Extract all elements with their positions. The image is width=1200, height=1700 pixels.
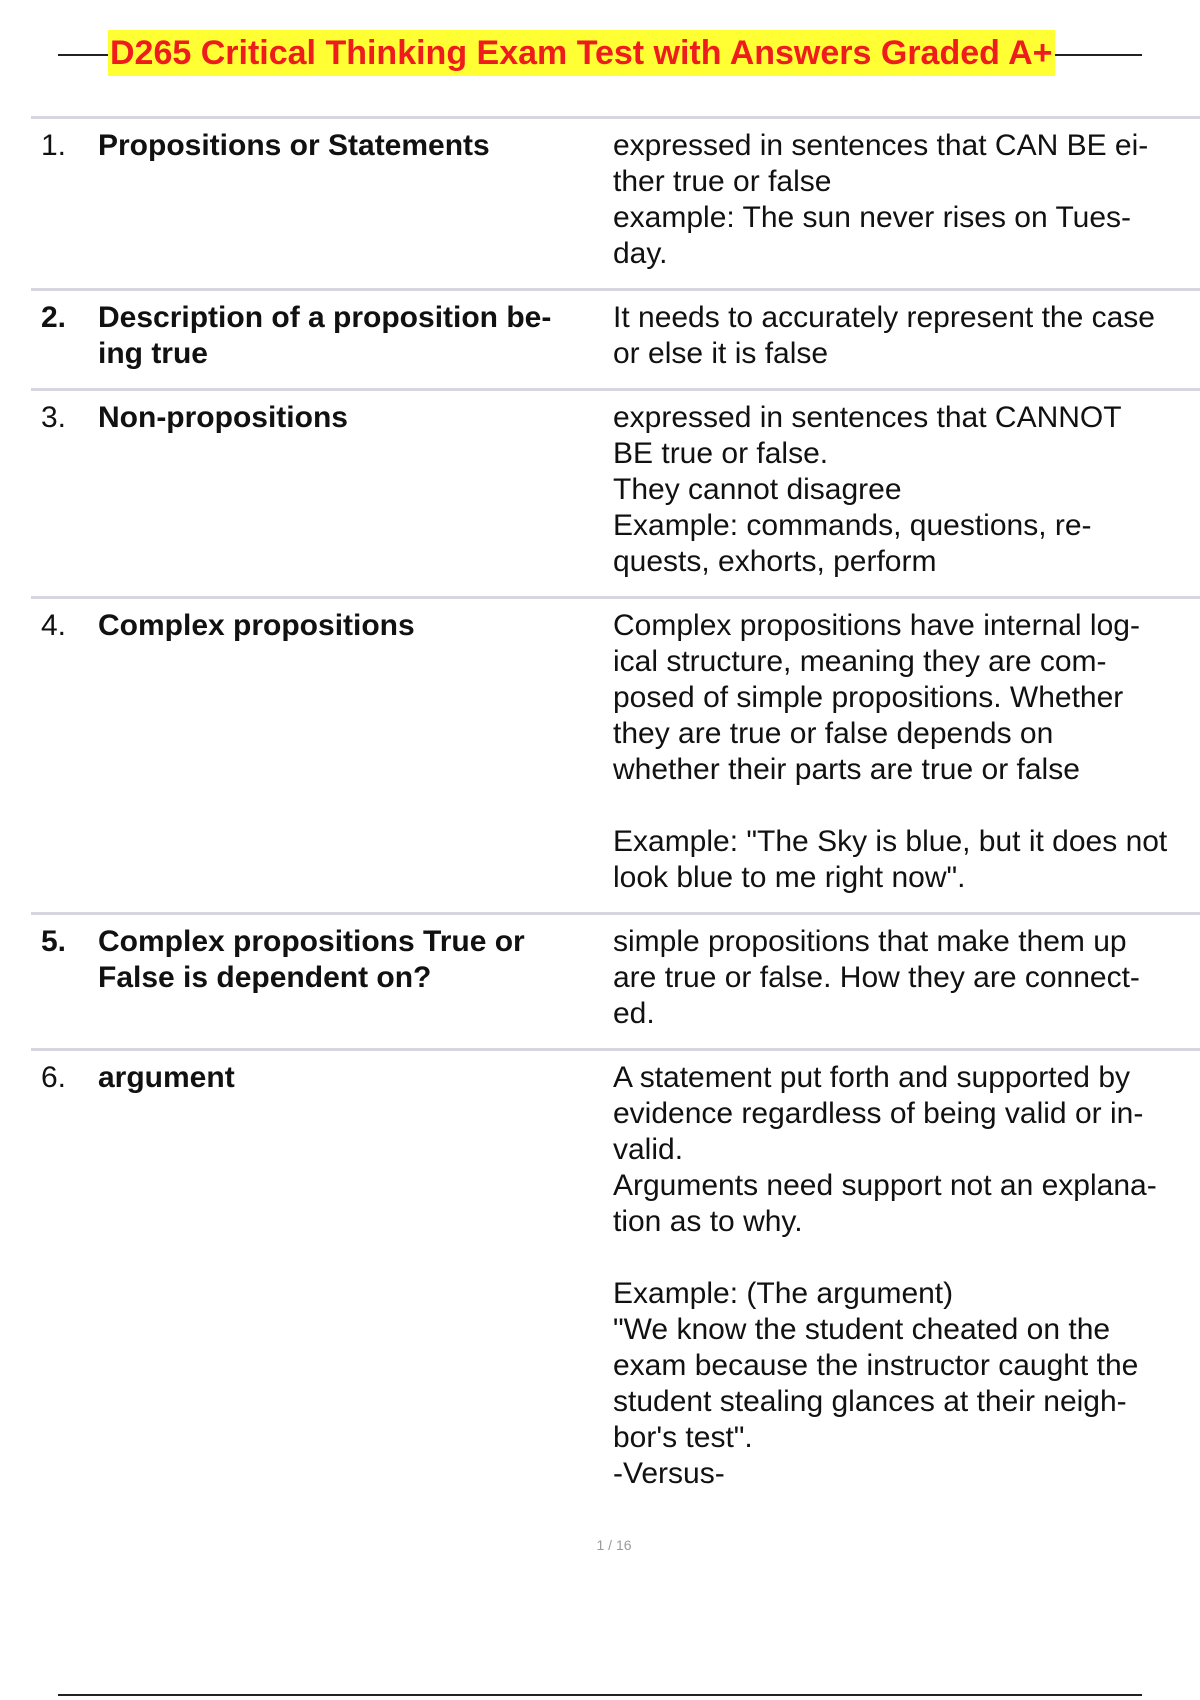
item-number: 1. xyxy=(41,129,67,162)
flashcard-table xyxy=(31,116,1200,1508)
table-row xyxy=(31,288,1200,388)
item-definition: It needs to accurately represent the case or else it is false xyxy=(613,301,1155,370)
item-number: 6. xyxy=(41,1061,67,1094)
table-row xyxy=(31,596,1200,912)
document-header xyxy=(58,28,1142,78)
item-term: Description of a proposition be- ing true xyxy=(98,301,552,370)
item-definition: simple propositions that make them up are true or false. How they are connect- ed. xyxy=(613,925,1140,1030)
item-number: 3. xyxy=(41,401,67,434)
footer-rule xyxy=(58,1694,1142,1696)
table-row xyxy=(31,388,1200,596)
item-term: Propositions or Statements xyxy=(98,129,490,162)
document-title: D265 Critical Thinking Exam Test with Answers Graded A+ xyxy=(108,30,1055,76)
item-term: Non-propositions xyxy=(98,401,348,434)
item-term: argument xyxy=(98,1061,235,1094)
item-number: 2. xyxy=(41,301,67,334)
table-row xyxy=(31,116,1200,288)
page-indicator: 1 / 16 xyxy=(596,1537,632,1553)
item-definition: expressed in sentences that CAN BE ei- ther true or false example: The sun never rises on Tues- day. xyxy=(613,129,1149,270)
item-number: 5. xyxy=(41,925,67,958)
item-definition: expressed in sentences that CANNOT BE true or false. They cannot disagree Example: commands, questions, re- quests, exhorts, perform xyxy=(613,401,1122,578)
item-definition: Complex propositions have internal log- ical structure, meaning they are com- posed of simple propositions. Whether they are true or false depends on whether their parts are true or false Example: "The Sky is blue, but it does not look blue to me right now". xyxy=(613,609,1168,894)
item-definition: A statement put forth and supported by evidence regardless of being valid or in- valid. Arguments need support not an explana- tion as to why. Example: (The argument) "We know the student cheated on the exam because the instructor caught the student stealing glances at their neigh- bor's test". -Versus- xyxy=(613,1061,1157,1490)
item-number: 4. xyxy=(41,609,67,642)
item-term: Complex propositions xyxy=(98,609,415,642)
item-term: Complex propositions True or False is dependent on? xyxy=(98,925,525,994)
table-row xyxy=(31,1048,1200,1508)
table-row xyxy=(31,912,1200,1048)
